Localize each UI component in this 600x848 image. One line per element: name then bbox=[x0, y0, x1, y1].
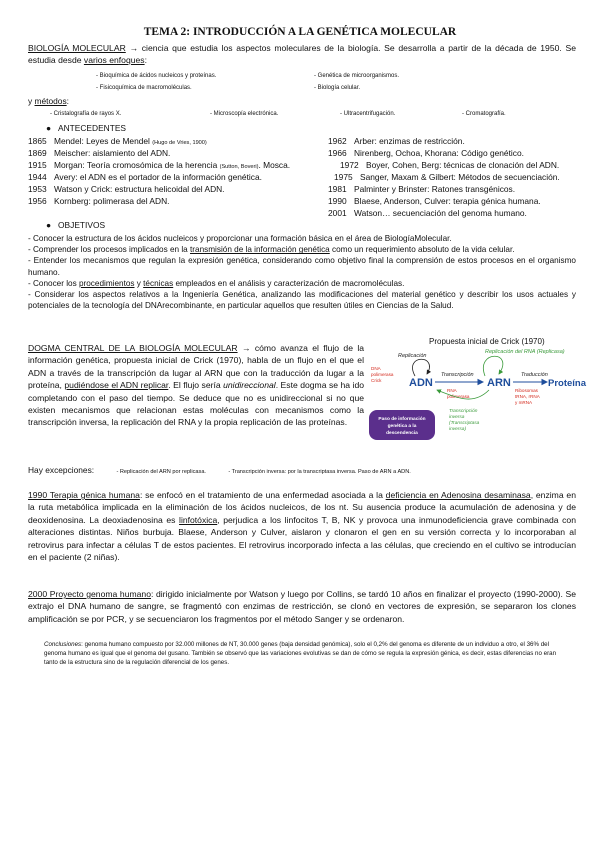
replication-loop-arrow bbox=[413, 359, 430, 376]
antecedente-row bbox=[328, 148, 524, 159]
reverse-transcription-label: inversa) bbox=[449, 427, 467, 432]
antecedente-year: 1990 bbox=[328, 196, 347, 206]
method-item: - Ultracentrifugación. bbox=[340, 111, 396, 117]
dna-pol-label: DNA bbox=[371, 366, 381, 371]
intro-term: BIOLOGÍA MOLECULAR bbox=[28, 43, 126, 53]
terapia-paragraph bbox=[28, 489, 576, 563]
inheritance-box-text: Paso de información bbox=[378, 417, 426, 422]
antecedente-text: Meischer: aislamiento del ADN. bbox=[54, 148, 171, 158]
antecedente-text: Kornberg: polimerasa del ADN. bbox=[54, 196, 170, 206]
objetivo-item bbox=[28, 278, 576, 289]
exceptions-label: Hay excepciones: bbox=[28, 465, 95, 475]
proyecto-text: : dirigido inicialmente por Watson y luego por Collins, se tardó 10 años en finalizar el proyecto (1990-2000). Se extrajo el DNA humano de sangre, se fragmentó con enzimas de restricción, se clonó en vectores de expresión, se separaron los clones amplificación se por PCR, y se secuenciaron los fragmentos por el método Sanger y se ordenaron. bbox=[28, 589, 576, 624]
antecedente-row bbox=[28, 148, 170, 159]
objetivo-text: empleados en el análisis y caracterización de macromoléculas. bbox=[173, 278, 405, 288]
antecedente-year: 1981 bbox=[328, 184, 347, 194]
objetivo-text: y bbox=[134, 278, 144, 288]
antecedente-text: Mendel: Leyes de Mendel bbox=[54, 136, 150, 146]
objetivos-heading-text: OBJETIVOS bbox=[58, 220, 106, 230]
arn-label: ARN bbox=[487, 377, 511, 389]
transcripcion-label: Transcripción bbox=[441, 372, 474, 378]
objetivo-underlined: transmisión de la información genética bbox=[190, 245, 330, 255]
translation-machinery-label: tRNA, rRNA bbox=[515, 394, 540, 399]
exception-item: - Transcripción inversa: por la transcriptasa inversa. Paso de ARN a ADN. bbox=[228, 469, 411, 475]
method-item: - Cromatografía. bbox=[462, 111, 506, 117]
inheritance-box-text: genética a la bbox=[387, 424, 417, 429]
antecedente-year: 1966 bbox=[328, 148, 347, 158]
objetivo-underlined: procedimientos bbox=[78, 278, 135, 288]
antecedente-year: 1956 bbox=[28, 196, 47, 206]
terapia-underlined: linfotóxica bbox=[179, 514, 218, 525]
antecedente-row bbox=[340, 160, 559, 171]
objetivo-text: - Comprender los procesos implicados en la bbox=[28, 245, 191, 255]
translation-machinery-label: y mRNA bbox=[515, 400, 533, 405]
reverse-transcription-label: inversa bbox=[449, 415, 465, 420]
antecedente-year: 1975 bbox=[334, 172, 353, 182]
objetivo-text: - Considerar los aspectos relativos a la Ingeniería Genética, analizando las modificaciones del material genético y describir los usos actuales y potenciales de la tecnología del DNArecombinante, en particular aquellos que resulten útiles en Ciencias de la Salud. bbox=[28, 290, 576, 311]
antecedente-text: Watson… secuenciación del genoma humano. bbox=[354, 208, 527, 218]
antecedente-year: 1869 bbox=[28, 148, 47, 158]
antecedente-row bbox=[28, 196, 169, 207]
focus-end: : bbox=[144, 55, 147, 65]
methods-prefix: y bbox=[28, 96, 35, 106]
objetivo-item bbox=[28, 289, 576, 311]
antecedente-tail: . Mosca. bbox=[258, 160, 291, 170]
antecedente-year: 1962 bbox=[328, 136, 347, 146]
method-item: - Cristalografía de rayos X. bbox=[50, 111, 122, 117]
proyecto-term: 2000 Proyecto genoma humano bbox=[28, 589, 151, 599]
approach-item: - Genética de microorganismos. bbox=[314, 73, 400, 79]
method-item: - Microscopía electrónica. bbox=[210, 111, 279, 117]
antecedente-text: Boyer, Cohen, Berg: técnicas de clonación del ADN. bbox=[366, 160, 560, 170]
antecedente-year: 2001 bbox=[328, 208, 347, 218]
methods-end: : bbox=[66, 96, 69, 106]
diagram-title: Propuesta inicial de Crick (1970) bbox=[429, 337, 545, 346]
antecedente-year: 1865 bbox=[28, 136, 47, 146]
proteina-label: Proteína bbox=[548, 378, 587, 389]
antecedente-row bbox=[28, 184, 225, 195]
objetivo-item bbox=[28, 255, 576, 277]
methods-label: métodos bbox=[34, 96, 67, 106]
terapia-text: : se enfocó en el tratamiento de una enfermedad asociada a la bbox=[139, 490, 386, 500]
antecedente-note: (Sutton, Boveri) bbox=[219, 164, 259, 170]
objetivo-text: - Conocer la estructura de los ácidos nucleicos y proporcionar una formación básica en el área de BiologíaMolecular. bbox=[28, 234, 452, 243]
exception-item: - Replicación del ARN por replicasa. bbox=[116, 469, 206, 475]
dogma-term: DOGMA CENTRAL DE LA BIOLOGÍA MOLECULAR bbox=[28, 343, 238, 353]
antecedente-text: Arber: enzimas de restricción. bbox=[354, 136, 465, 146]
dogma-underlined: pudiéndose el ADN replicar bbox=[64, 380, 169, 391]
objetivo-text: - Entender los mecanismos que regulan la expresión genética, considerando como objetivo final la comprensión de estos procesos en el organismo humano. bbox=[28, 256, 576, 277]
objetivo-underlined: técnicas bbox=[143, 278, 174, 288]
objetivos-heading: ● OBJETIVOS bbox=[46, 220, 106, 230]
proyecto-paragraph bbox=[28, 588, 576, 625]
terapia-text: , enzima en la ruta metabólica implicada en la eliminación de los ácidos nucleicos, de los nt. Su ausencia produce la acumulación de adenosina y de deoxidenosina. La deoxiadenosina es bbox=[28, 490, 576, 525]
antecedente-text: Blaese, Anderson, Culver: terapia génica humana. bbox=[354, 196, 541, 206]
intro-text: → ciencia que estudia los aspectos moleculares de la biología. Se desarrolla a partir de la década de 1950. Se estudia desde bbox=[28, 43, 576, 65]
antecedente-text: Avery: el ADN es el portador de la información genética. bbox=[54, 172, 262, 182]
traduccion-label: Traducción bbox=[521, 372, 548, 378]
antecedente-row bbox=[334, 172, 560, 183]
antecedente-text: Nirenberg, Ochoa, Khorana: Código genético. bbox=[354, 148, 524, 158]
approach-item: - Biología celular. bbox=[314, 85, 361, 91]
dna-pol-label: Crick bbox=[371, 378, 382, 383]
approach-item: - Fisicoquímica de macromoléculas. bbox=[96, 85, 192, 91]
exceptions-line bbox=[28, 465, 411, 478]
terapia-text: , perjudica a los linfocitos T, B, NK y provoca una inmunodeficiencia grave combinada con alteraciones distintas. Niños burbuja. Blaese, Anderson y Culver, aislaron y clonaron el gen en su versión correcta y lo incorporaban al retrovirus para infectar a células T de estos pacientes. El retrovirus incorporado infecta a las células, que creciendo en el cultivo se introducían en el paciente (2 niñas). bbox=[28, 514, 576, 563]
objetivos-list bbox=[28, 233, 576, 311]
dogma-text: . Este dogma se ha ido completando con el paso del tiempo. Se deduce que no es unidireccional si no que existen mecanismos que relacionan estas moléculas con mecanismos como la transcripción inversa, la replicación del RNA y la propia replicación de las proteínas. bbox=[28, 380, 365, 428]
page-title: TEMA 2: INTRODUCCIÓN A LA GENÉTICA MOLECULAR bbox=[143, 26, 457, 38]
conclusiones-paragraph bbox=[44, 640, 564, 667]
terapia-underlined: deficiencia en Adenosina desaminasa bbox=[385, 490, 531, 500]
antecedente-row bbox=[328, 184, 515, 195]
antecedente-row bbox=[328, 208, 527, 219]
antecedente-row bbox=[28, 172, 262, 183]
objetivo-text: como un requerimiento absoluto de la vida celular. bbox=[329, 245, 515, 255]
adn-label: ADN bbox=[409, 377, 433, 389]
antecedente-note: (Hugo de Vries, 1900) bbox=[152, 140, 207, 146]
antecedentes-heading: ● ANTECEDENTES bbox=[46, 123, 126, 133]
antecedente-text: Watson y Crick: estructura helicoidal del ADN. bbox=[54, 184, 225, 194]
antecedente-text: Morgan: Teoría cromosómica de la herencia bbox=[54, 160, 218, 170]
intro-paragraph bbox=[28, 42, 576, 66]
antecedente-text: Palminter y Brinster: Ratones transgénicos. bbox=[354, 184, 516, 194]
antecedentes-heading-text: ANTECEDENTES bbox=[58, 123, 126, 133]
rna-replication-arrow bbox=[483, 356, 502, 376]
terapia-term: 1990 Terapia génica humana bbox=[28, 490, 140, 500]
focus-label: varios enfoques bbox=[83, 55, 145, 65]
antecedente-year: 1944 bbox=[28, 172, 47, 182]
rna-pol-label: RNA bbox=[447, 388, 457, 393]
antecedente-row bbox=[328, 196, 541, 207]
reverse-transcription-label: (Transcriptasa bbox=[449, 421, 480, 426]
objetivo-item bbox=[28, 233, 576, 244]
translation-machinery-label: Ribosomas bbox=[515, 388, 538, 393]
antecedente-year: 1972 bbox=[340, 160, 359, 170]
antecedente-year: 1953 bbox=[28, 184, 47, 194]
inheritance-box-text: descendencia bbox=[386, 431, 418, 436]
rna-pol-label: polimerasa bbox=[447, 394, 470, 399]
conclusiones-text: : genoma humano compuesto por 32.000 millones de NT, 30.000 genes (baja densidad genómica), solo el 0,2% del genoma es diferente de un individuo a otro, el 36% del genoma humano es igual que el genoma del gusano. También se observó que las variaciones evolutivas se dan de cómo se regula la expresión génica, es decir, estas diferencias no eran tanto de la estructura sino de la regulación diferencial de los genes. bbox=[44, 641, 557, 666]
methods-label-line bbox=[28, 96, 69, 107]
objetivo-item bbox=[28, 244, 576, 255]
objetivo-text: - Conocer los bbox=[28, 278, 79, 288]
diagram-replicacion-label: Replicación bbox=[398, 353, 427, 359]
reverse-transcription-label: Transcripción bbox=[449, 409, 478, 414]
conclusiones-label: Conclusiones bbox=[44, 641, 82, 648]
antecedente-row bbox=[328, 136, 465, 147]
diagram-replicacion-rna-label: Replicación del RNA (Replicasa) bbox=[485, 349, 565, 355]
approach-item: - Bioquímica de ácidos nucleicos y proteínas. bbox=[96, 73, 217, 79]
dogma-text: → cómo avanza el flujo de la información genética, propuesta inicial de Crick (1970), habla de un flujo en el que el ADN a través de la transcripción da lugar al ARN que con la traducción da lugar a la proteína, bbox=[28, 343, 365, 391]
dna-pol-label: polimerasa bbox=[371, 372, 394, 377]
dogma-emphasis: unidireccional bbox=[223, 380, 276, 391]
antecedente-text: Sanger, Maxam & Gilbert: Métodos de secuenciación. bbox=[360, 172, 560, 182]
antecedente-year: 1915 bbox=[28, 160, 47, 170]
dogma-paragraph bbox=[28, 342, 364, 429]
crick-diagram bbox=[365, 336, 590, 454]
dogma-text: . El flujo sería bbox=[168, 380, 224, 391]
